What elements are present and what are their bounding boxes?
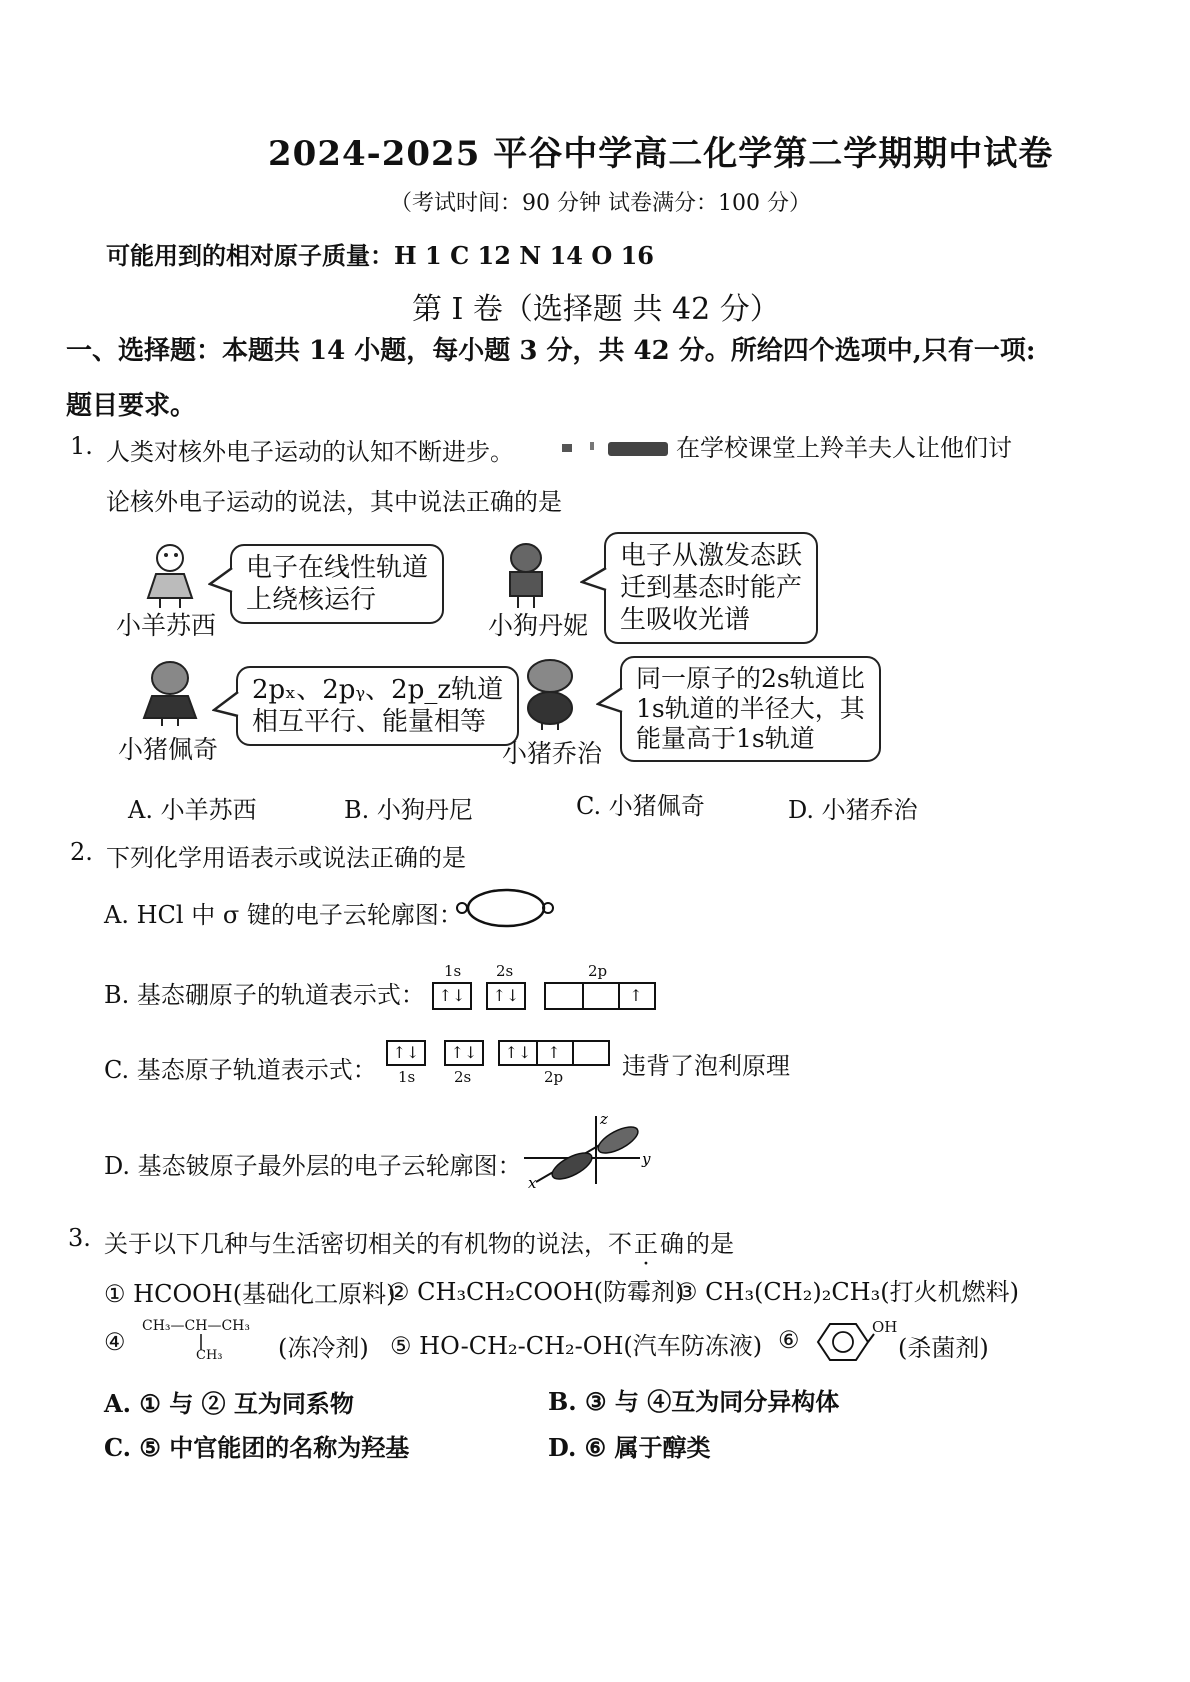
volume-title: 第 I 卷（选择题 共 42 分） (412, 292, 780, 327)
speech-bubble (620, 656, 881, 762)
isobutane-branch: CH₃ (196, 1348, 223, 1363)
orbital-label: 1s (444, 962, 462, 980)
option-d[interactable]: D. 小猪乔治 (788, 796, 918, 824)
speech-line: 电子在线性轨道 (246, 553, 429, 583)
bubble-tail (212, 690, 240, 720)
compound-item: ⑤ HO-CH₂-CH₂-OH(汽车防冻液) (390, 1332, 763, 1360)
option-c[interactable]: C. ⑤ 中官能团的名称为羟基 (104, 1433, 410, 1462)
q2-stem: 下列化学用语表示或说法正确的是 (106, 844, 466, 872)
option-b[interactable]: B. 基态硼原子的轨道表示式： (104, 981, 425, 1009)
pig-george-figure (516, 654, 586, 730)
q3-stem (104, 1224, 734, 1259)
compound-use: (杀菌剂) (898, 1334, 989, 1362)
speech-line: 相互平行、能量相等 (252, 707, 487, 737)
q3-stem-text: 的是 (686, 1230, 734, 1258)
compound-item: ② CH₃CH₂COOH(防霉剂) (388, 1278, 685, 1306)
isobutane-formula: CH₃—CH—CH₃ (142, 1318, 250, 1334)
character-name: 小羊苏西 (116, 611, 217, 640)
section-heading-cont: 题目要求。 (66, 391, 197, 421)
speech-bubble (230, 544, 444, 624)
q3-stem-text: 关于以下几种与生活密切相关的有机物的说法， (104, 1230, 608, 1258)
page-title: 2024-2025 平谷中学高二化学第二学期期中试卷 (268, 134, 1054, 174)
sigma-bond-cloud-figure (454, 886, 558, 930)
compound-item: ③ CH₃(CH₂)₂CH₃(打火机燃料) (676, 1278, 1019, 1306)
option-c[interactable]: C. 基态原子轨道表示式： (104, 1056, 377, 1084)
orbital-label: 2p (544, 1068, 564, 1086)
section-heading: 一、选择题：本题共 14 小题，每小题 3 分，共 42 分。所给四个选项中,只有一项: (66, 336, 1036, 366)
option-b[interactable]: B. 小狗丹尼 (344, 796, 473, 824)
option-a[interactable]: A. ① 与 ② 互为同系物 (104, 1389, 354, 1418)
option-c-suffix: 违背了泡利原理 (622, 1052, 790, 1080)
option-b[interactable]: B. ③ 与 ④互为同分异构体 (548, 1387, 840, 1416)
hydroxyl-label: OH (872, 1318, 898, 1336)
axis-label: y (642, 1150, 651, 1168)
axis-label: x (528, 1174, 537, 1190)
question-number: 2. (70, 838, 93, 866)
compound-use: (冻冷剂) (278, 1334, 369, 1362)
orbital-label: 1s (398, 1068, 416, 1086)
speech-line: 电子从激发态跃 (620, 541, 803, 571)
option-a[interactable]: A. HCl 中 σ 键的电子云轮廓图： (104, 901, 463, 929)
speech-bubble (604, 532, 818, 644)
compound-marker: ④ (104, 1328, 126, 1356)
character-name: 小猪佩奇 (118, 735, 219, 764)
speech-line: 2pₓ、2pᵧ、2p_z轨道 (252, 675, 504, 705)
q3-stem-emphasis: 不正确 (608, 1230, 686, 1258)
dog-figure (496, 538, 556, 610)
bubble-tail (580, 566, 608, 596)
orbital-box: ↑ (618, 982, 656, 1010)
axis-label: z (600, 1110, 608, 1128)
compound-item: ① HCOOH(基础化工原料) (104, 1280, 396, 1308)
sheep-figure (140, 540, 200, 610)
orbital-box (544, 982, 584, 1010)
speech-line: 上绕核运行 (246, 585, 377, 615)
orbital-box: ↑↓ (386, 1040, 426, 1066)
option-d[interactable]: D. 基态铍原子最外层的电子云轮廓图： (104, 1152, 522, 1180)
question-number: 3. (68, 1224, 91, 1252)
speech-line: 生吸收光谱 (620, 605, 751, 635)
orbital-box (572, 1040, 610, 1066)
exam-info: （考试时间：90 分钟 试卷满分：100 分） (390, 191, 811, 216)
option-c[interactable]: C. 小猪佩奇 (576, 792, 705, 820)
smudged-text (560, 440, 672, 458)
bubble-tail (596, 686, 624, 716)
speech-line: 能量高于1s轨道 (636, 724, 815, 753)
phenol-ring-figure (816, 1318, 876, 1366)
orbital-label: 2p (588, 962, 608, 980)
compound-marker: ⑥ (778, 1326, 800, 1354)
pig-figure (138, 656, 202, 728)
orbital-box: ↑↓ (486, 982, 526, 1010)
character-name: 小狗丹妮 (488, 611, 589, 640)
p-orbital-cloud-figure (522, 1110, 662, 1190)
question-number: 1. (70, 432, 93, 460)
speech-bubble (236, 666, 519, 746)
speech-line: 迁到基态时能产 (620, 573, 803, 603)
orbital-box: ↑↓ (444, 1040, 484, 1066)
speech-line: 1s轨道的半径大，其 (636, 694, 865, 723)
orbital-box (582, 982, 620, 1010)
orbital-box: ↑↓ (498, 1040, 538, 1066)
option-d[interactable]: D. ⑥ 属于醇类 (548, 1433, 711, 1462)
q1-stem: 人类对核外电子运动的认知不断进步。 (106, 438, 514, 466)
option-a[interactable]: A. 小羊苏西 (128, 796, 257, 824)
q1-stem-line2: 论核外电子运动的说法，其中说法正确的是 (106, 488, 562, 516)
orbital-box: ↑↓ (432, 982, 472, 1010)
q1-stem-cont: 在学校课堂上羚羊夫人让他们讨 (676, 434, 1012, 462)
orbital-label: 2s (454, 1068, 472, 1086)
character-name: 小猪乔治 (502, 739, 603, 768)
orbital-box: ↑ (536, 1040, 574, 1066)
orbital-label: 2s (496, 962, 514, 980)
bubble-tail (208, 566, 234, 596)
atomic-masses: 可能用到的相对原子质量：H 1 C 12 N 14 O 16 (106, 241, 655, 270)
speech-line: 同一原子的2s轨道比 (636, 664, 865, 693)
